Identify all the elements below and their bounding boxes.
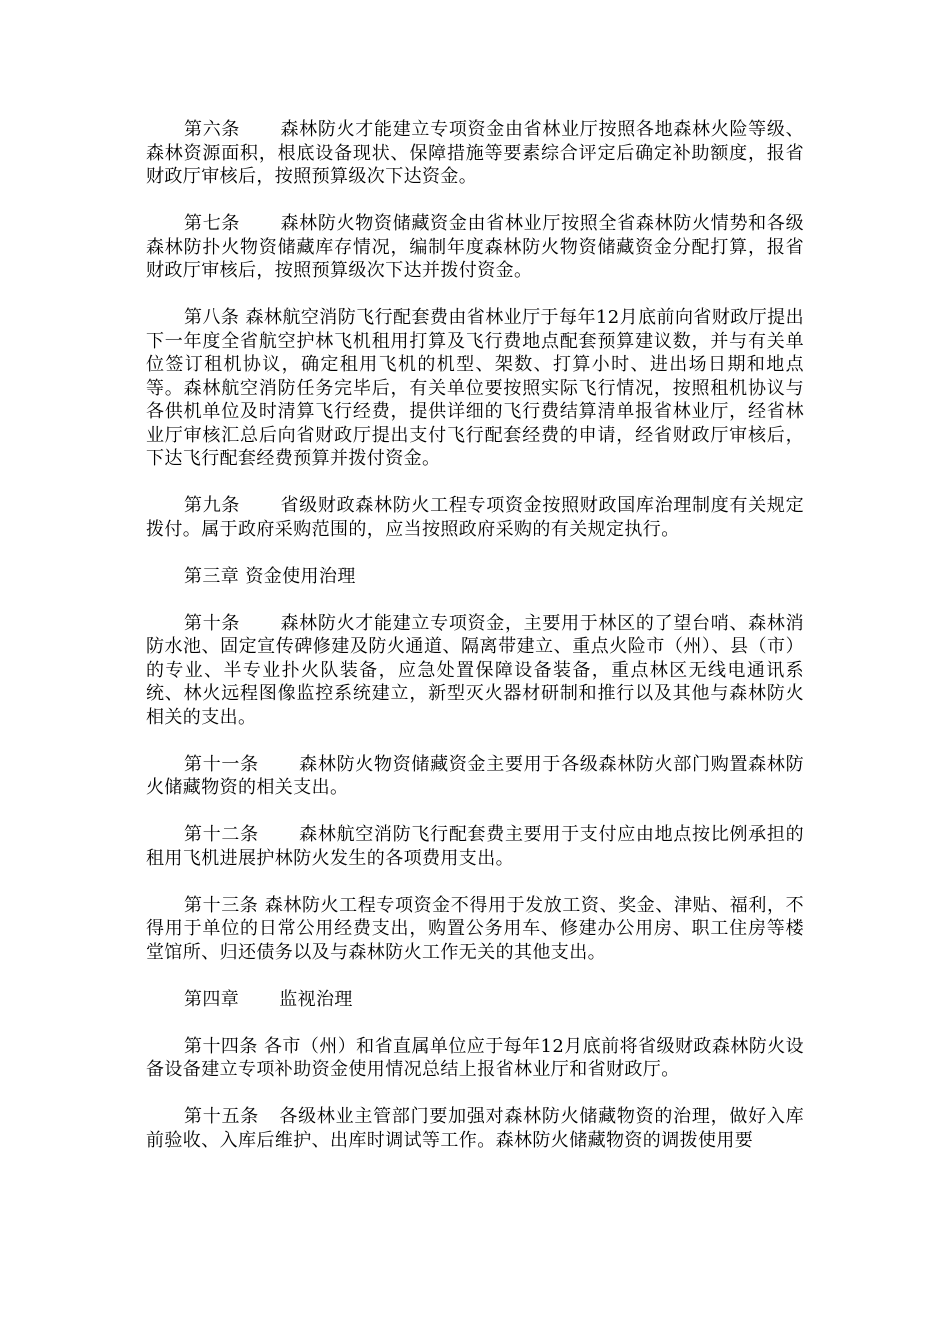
article-8 xyxy=(146,306,804,471)
article-text: 省级财政森林防火工程专项资金按照财政国库治理制度有关规定拨付。属于政府采购范围的，应当按照政府采购的有关规定执行。 xyxy=(146,495,805,540)
article-label: 第六条 xyxy=(184,119,241,140)
chapter-title: 资金使用治理 xyxy=(245,565,356,587)
document-page xyxy=(146,118,804,1176)
article-11 xyxy=(146,753,804,800)
article-label: 第十二条 xyxy=(184,824,259,845)
article-14 xyxy=(146,1035,804,1082)
article-text: 森林防火工程专项资金不得用于发放工资、奖金、津贴、福利，不得用于单位的日常公用经费支出，购置公务用车、修建办公用房、职工住房等楼堂馆所、归还债务以及与森林防火工作无关的其他支出。 xyxy=(146,894,804,963)
article-6 xyxy=(146,118,804,189)
article-text: 森林防火才能建立专项资金，主要用于林区的了望台哨、森林消防水池、固定宣传碑修建及防火通道、隔离带建立、重点火险市（州）、县（市）的专业、半专业扑火队装备，应急处置保障设备装备，重点林区无线电通讯系统、林火远程图像监控系统建立，新型灭火器材研制和推行以及其他与森林防火相关的支出。 xyxy=(146,612,805,728)
chapter-label: 第四章 xyxy=(184,988,240,1010)
chapter-title: 监视治理 xyxy=(279,988,353,1010)
article-13 xyxy=(146,894,804,965)
article-text: 森林航空消防飞行配套费主要用于支付应由地点按比例承担的租用飞机进展护林防火发生的各项费用支出。 xyxy=(146,824,804,869)
article-15 xyxy=(146,1105,804,1152)
article-text: 森林航空消防飞行配套费由省林业厅于每年12月底前向省财政厅提出下一年度全省航空护林飞机租用打算及飞行费地点配套预算建议数，并与有关单位签订租机协议，确定租用飞机的机型、架数、打算小时、进出场日期和地点等。森林航空消防任务完毕后，有关单位要按照实际飞行情况，按照租机协议与各供机单位及时清算飞行经费，提供详细的飞行费结算清单报省林业厅，经省林业厅审核汇总后向省财政厅提出支付飞行配套经费的申请，经省财政厅审核后，下达飞行配套经费预算并拨付资金。 xyxy=(146,307,804,469)
chapter-4-heading xyxy=(146,988,804,1012)
article-label: 第十条 xyxy=(184,612,241,634)
article-text: 各级林业主管部门要加强对森林防火储藏物资的治理，做好入库前验收、入库后维护、出库时调试等工作。森林防火储藏物资的调拨使用要 xyxy=(146,1106,804,1151)
article-label: 第七条 xyxy=(184,213,241,234)
article-label: 第九条 xyxy=(184,495,241,516)
article-9 xyxy=(146,494,804,541)
article-12 xyxy=(146,823,804,870)
article-text: 森林防火物资储藏资金主要用于各级森林防火部门购置森林防火储藏物资的相关支出。 xyxy=(146,753,804,798)
article-text: 森林防火物资储藏资金由省林业厅按照全省森林防火情势和各级森林防扑火物资储藏库存情况，编制年度森林防火物资储藏资金分配打算，报省财政厅审核后，按照预算级次下达并拨付资金。 xyxy=(146,213,805,281)
article-label: 第十四条 xyxy=(184,1035,258,1057)
chapter-label: 第三章 xyxy=(184,565,240,587)
article-7 xyxy=(146,212,804,283)
article-label: 第十五条 xyxy=(184,1106,259,1127)
article-label: 第八条 xyxy=(184,307,240,328)
article-text: 各市（州）和省直属单位应于每年12月底前将省级财政森林防火设备设备建立专项补助资金使用情况总结上报省林业厅和省财政厅。 xyxy=(146,1035,804,1080)
article-label: 第十一条 xyxy=(184,753,259,775)
article-10 xyxy=(146,612,804,730)
chapter-3-heading xyxy=(146,565,804,589)
article-label: 第十三条 xyxy=(184,894,259,916)
article-text: 森林防火才能建立专项资金由省林业厅按照各地森林火险等级、森林资源面积，根底设备现状、保障措施等要素综合评定后确定补助额度，报省财政厅审核后，按照预算级次下达资金。 xyxy=(146,119,805,187)
